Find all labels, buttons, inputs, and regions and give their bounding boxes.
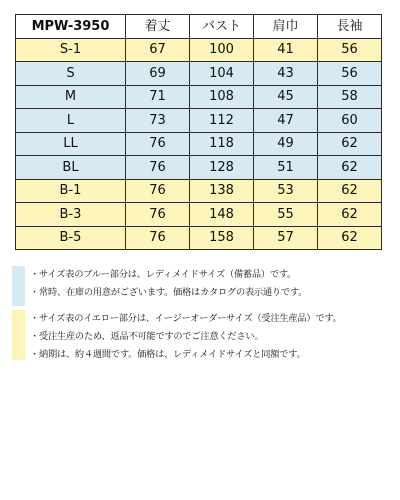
table-row <box>16 156 382 180</box>
shoulder-width-cell: 41 <box>254 38 318 62</box>
table-header-row <box>16 15 382 39</box>
sleeve-length-cell: 62 <box>318 156 382 180</box>
bust-cell: 118 <box>190 132 254 156</box>
shoulder-width-cell: 53 <box>254 179 318 203</box>
size-label-cell: B-1 <box>16 179 126 203</box>
shoulder-width-cell: 55 <box>254 203 318 227</box>
note-line: ・サイズ表のイエロー部分は、イージーオーダーサイズ（受注生産品）です。 <box>30 313 342 324</box>
bust-cell: 104 <box>190 62 254 86</box>
length-cell: 69 <box>126 62 190 86</box>
note-line: ・サイズ表のブルー部分は、レディメイドサイズ（備蓄品）です。 <box>30 269 297 280</box>
bust-cell: 158 <box>190 226 254 250</box>
table-row <box>16 85 382 109</box>
shoulder-width-cell: 47 <box>254 109 318 133</box>
shoulder-width-cell: 57 <box>254 226 318 250</box>
length-cell: 71 <box>126 85 190 109</box>
length-cell: 76 <box>126 156 190 180</box>
size-label-cell: S-1 <box>16 38 126 62</box>
bust-cell: 128 <box>190 156 254 180</box>
size-label-cell: M <box>16 85 126 109</box>
bust-cell: 112 <box>190 109 254 133</box>
size-label-cell: B-5 <box>16 226 126 250</box>
bust-cell: 148 <box>190 203 254 227</box>
size-label-cell: BL <box>16 156 126 180</box>
sleeve-length-cell: 56 <box>318 62 382 86</box>
shoulder-width-cell: 51 <box>254 156 318 180</box>
size-label-cell: LL <box>16 132 126 156</box>
length-cell: 76 <box>126 132 190 156</box>
sleeve-length-cell: 62 <box>318 203 382 227</box>
length-cell: 73 <box>126 109 190 133</box>
table-row <box>16 109 382 133</box>
table-row <box>16 226 382 250</box>
size-label-cell: S <box>16 62 126 86</box>
note-line: ・常時、在庫の用意がございます。価格はカタログの表示通りです。 <box>30 287 308 298</box>
bust-cell: 138 <box>190 179 254 203</box>
bust-cell: 108 <box>190 85 254 109</box>
bust-cell: 100 <box>190 38 254 62</box>
yellow-legend-swatch <box>12 310 25 360</box>
length-header: 着丈 <box>126 15 190 39</box>
size-label-cell: B-3 <box>16 203 126 227</box>
shoulder-width-cell: 45 <box>254 85 318 109</box>
bust-header: バスト <box>190 15 254 39</box>
shoulder-width-cell: 49 <box>254 132 318 156</box>
sleeve-length-cell: 56 <box>318 38 382 62</box>
length-cell: 76 <box>126 203 190 227</box>
length-cell: 67 <box>126 38 190 62</box>
blue-legend-swatch <box>12 266 25 306</box>
sleeve-length-cell: 62 <box>318 132 382 156</box>
sleeve-length-cell: 62 <box>318 179 382 203</box>
size-label-cell: L <box>16 109 126 133</box>
shoulder-width-cell: 43 <box>254 62 318 86</box>
sleeve-length-cell: 60 <box>318 109 382 133</box>
sleeve-length-cell: 58 <box>318 85 382 109</box>
length-cell: 76 <box>126 226 190 250</box>
length-cell: 76 <box>126 179 190 203</box>
model-number-header: MPW-3950 <box>16 15 126 39</box>
shoulder-width-header: 肩巾 <box>254 15 318 39</box>
table-row <box>16 38 382 62</box>
sleeve-length-header: 長袖 <box>318 15 382 39</box>
table-row <box>16 179 382 203</box>
size-chart-table <box>15 14 382 250</box>
note-line: ・納期は、約４週間です。価格は、レディメイドサイズと同額です。 <box>30 349 306 360</box>
table-row <box>16 132 382 156</box>
table-row <box>16 62 382 86</box>
table-row <box>16 203 382 227</box>
sleeve-length-cell: 62 <box>318 226 382 250</box>
note-line: ・受注生産のため、返品不可能ですのでご注意ください。 <box>30 331 264 342</box>
